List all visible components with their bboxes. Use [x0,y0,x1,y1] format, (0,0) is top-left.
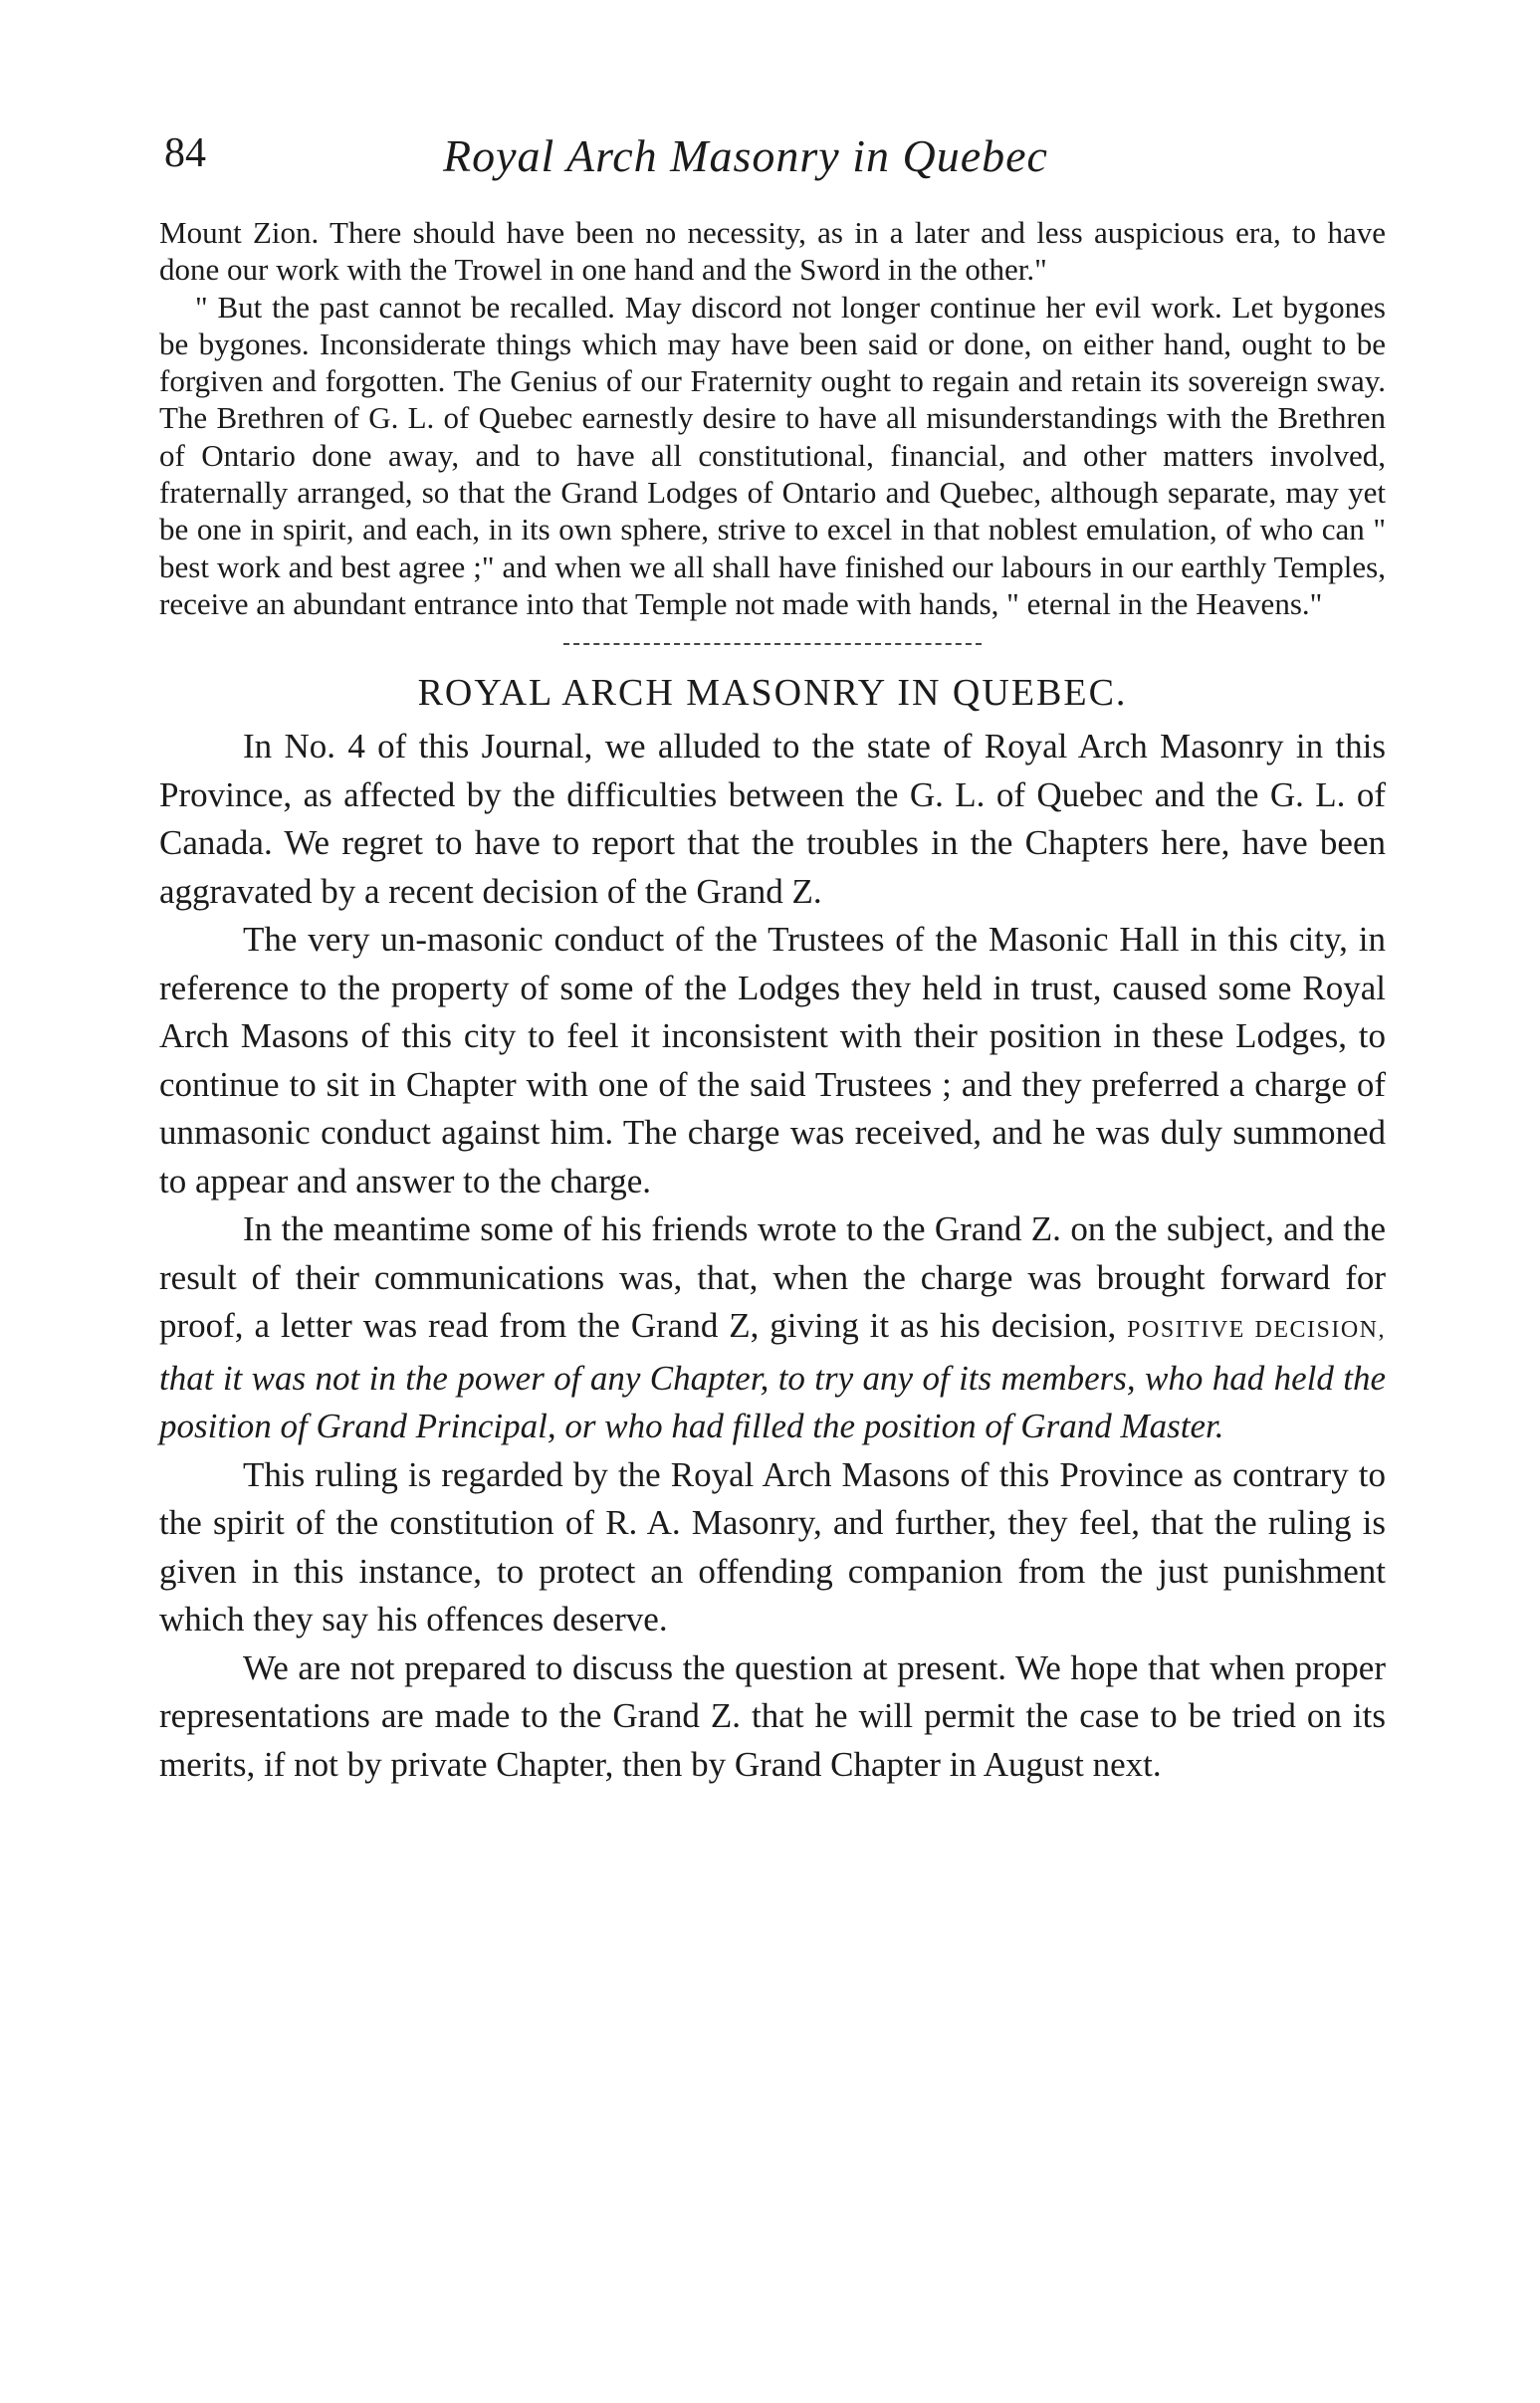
continued-text [159,214,1386,622]
article-text [159,723,1386,1789]
paragraph [159,1205,1386,1451]
paragraph-text: In the meantime some of his friends wrote to the Grand Z. on the subject, and the result of their communications was, that, when the charge was brought forward for proof, a letter was read from the Grand Z, giving it as his decision, [159,1209,1386,1346]
paragraph: This ruling is regarded by the Royal Arch Masons of this Province as contrary to the spirit of the constitution of R. A. Masonry, and further, they feel, that the ruling is given in this instance, to protect an offending companion from the just punishment which they say his offences deserve. [159,1454,1386,1639]
paragraph: " But the past cannot be recalled. May discord not longer continue her evil work. Let bygones be bygones. Inconsiderate things which may have been said or done, on either hand, ought to be forgiven and forgotten. The Genius of our Fraternity ought to regain and retain its sovereign sway. The Brethren of G. L. of Quebec earnestly desire to have all misunderstandings with the Brethren of Ontario done away, and to have all constitutional, financial, and other matters involved, fraternally arranged, so that the Grand Lodges of Ontario and Quebec, although separate, may yet be one in spirit, and each, in its own sphere, strive to excel in that noblest emulation, of who can " best work and best agree ;" and when we all shall have finished our labours in our earthly Temples, receive an abundant entrance into that Temple not made with hands, " eternal in the Heavens." [159,289,1386,621]
section-heading: ROYAL ARCH MASONRY IN QUEBEC. [417,672,1128,715]
page-number: 84 [164,130,206,176]
section-divider [563,643,982,645]
paragraph: Mount Zion. There should have been no necessity, as in a later and less auspicious era, to have done our work with the Trowel in one hand and the Sword in the other." [159,215,1386,288]
running-head [164,129,1384,189]
small-caps-text: POSITIVE DECISION, [1127,1317,1386,1344]
paragraph: We are not prepared to discuss the question at present. We hope that when proper representations are made to the Grand Z. that he will permit the case to be tried on its merits, if not by private Chapter, then by Grand Chapter in August next. [159,1647,1386,1784]
paragraph: The very un-masonic conduct of the Trustees of the Masonic Hall in this city, in reference to the property of some of the Lodges they held in trust, caused some Royal Arch Masons of this city to feel it inconsistent with their position in these Lodges, to continue to sit in Chapter with one of the said Trustees ; and they preferred a charge of unmasonic conduct against him. The charge was received, and he was duly summoned to appear and answer to the charge. [159,920,1386,1201]
page-body [159,214,1386,1789]
running-title: Royal Arch Masonry in Quebec [443,130,1048,181]
paragraph: In No. 4 of this Journal, we alluded to the state of Royal Arch Masonry in this Province, as affected by the difficulties between the G. L. of Quebec and the G. L. of Canada. We regret to have to report that the troubles in the Chapters here, have been aggravated by a recent decision of the Grand Z. [159,727,1386,911]
italic-text: that it was not in the power of any Chapter, to try any of its members, who had held the position of Grand Principal, or who had filled the position of Grand Master. [159,1358,1386,1446]
